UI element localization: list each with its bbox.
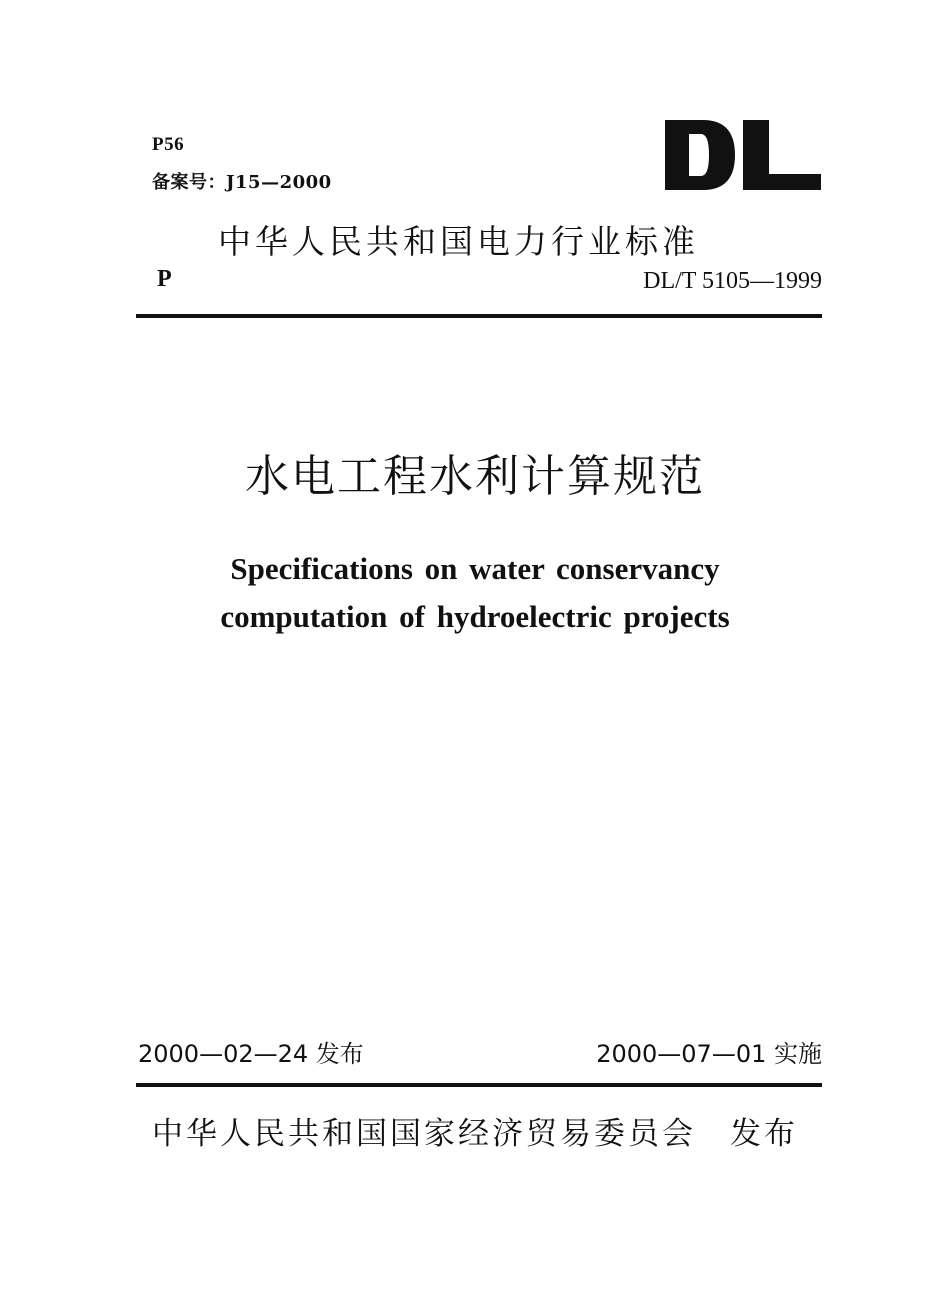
top-divider <box>136 314 822 318</box>
logo-letter-l <box>743 120 821 190</box>
effective-date: 2000—07—01 实施 <box>596 1040 822 1068</box>
record-number: 备案号：J15—2000 <box>152 172 332 193</box>
title-chinese: 水电工程水利计算规范 <box>245 451 705 502</box>
standard-number: DL/T 5105—1999 <box>643 268 822 294</box>
issue-date: 2000—02—24 发布 <box>138 1040 364 1068</box>
title-english-line-2: computation of hydroelectric projects <box>220 599 730 634</box>
publisher: 中华人民共和国国家经济贸易委员会 发布 <box>152 1116 798 1152</box>
bottom-divider <box>136 1083 822 1087</box>
title-english-line-1: Specifications on water conservancy <box>230 551 720 586</box>
classification-code: P56 <box>152 134 185 155</box>
dl-logo <box>663 116 823 194</box>
title-english <box>0 545 950 641</box>
category-letter: P <box>157 266 172 292</box>
industry-standard-title: 中华人民共和国电力行业标准 <box>218 222 699 261</box>
logo-letter-d <box>665 120 735 190</box>
